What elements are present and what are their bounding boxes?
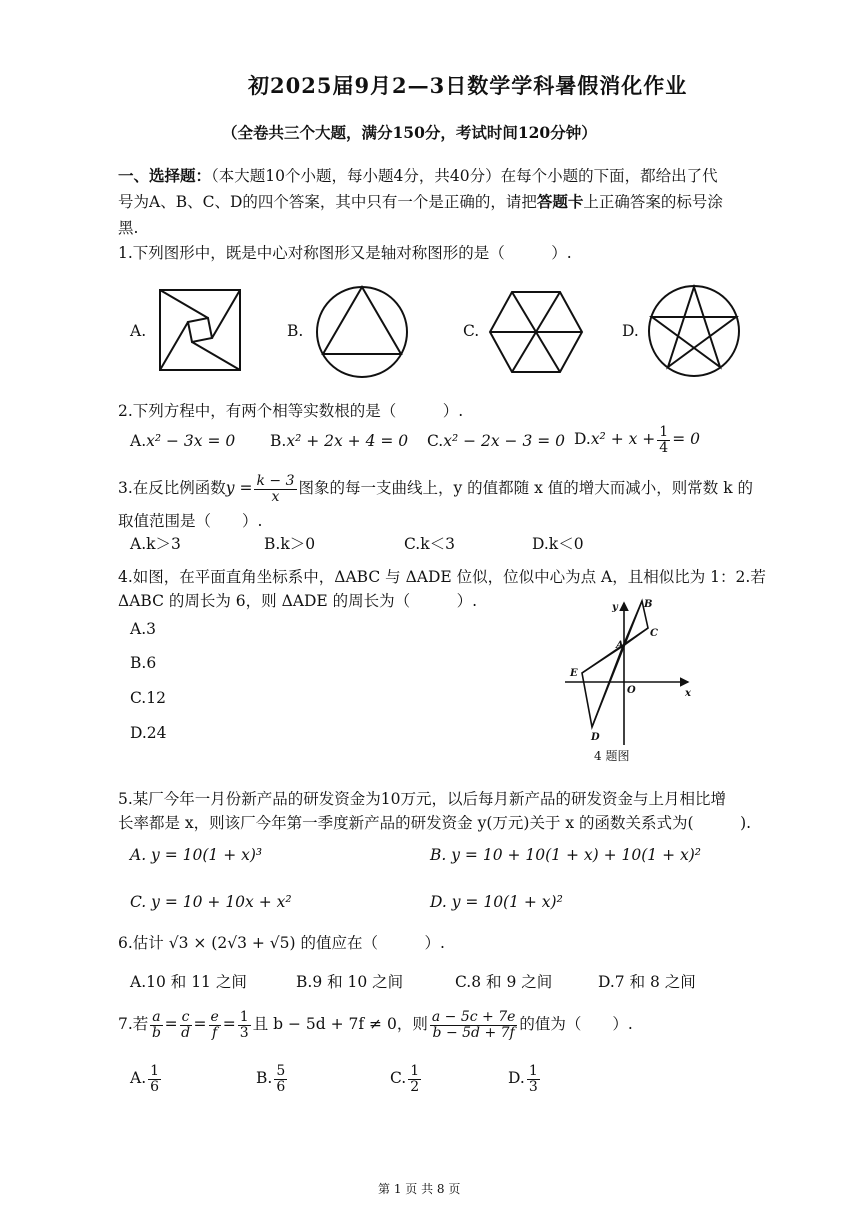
q1-option-d-label: D. bbox=[622, 322, 639, 340]
answer-card-term: 答题卡 bbox=[536, 192, 584, 211]
q3-option-d: D.k＜0 bbox=[532, 535, 584, 553]
q7-option-b bbox=[256, 1064, 289, 1094]
question-6-stem: 6.估计 √3 × (2√3 + √5) 的值应在（ ）. bbox=[118, 934, 445, 952]
fraction-expression bbox=[430, 1010, 518, 1040]
fraction bbox=[527, 1064, 540, 1094]
label-a: A bbox=[616, 640, 624, 651]
q2-option-a bbox=[130, 432, 235, 450]
q4-figure-caption: 4 题图 bbox=[594, 749, 630, 763]
fraction bbox=[254, 474, 296, 504]
question-4-line-2: ΔABC 的周长为 6，则 ΔADE 的周长为（ ）. bbox=[118, 592, 478, 610]
option-label: B. bbox=[270, 432, 287, 450]
fraction-numerator: 5 bbox=[276, 1063, 286, 1079]
q4-option-a: A.3 bbox=[130, 620, 156, 638]
fraction-c-d bbox=[180, 1010, 192, 1040]
q3-option-c: C.k＜3 bbox=[404, 535, 455, 553]
label-x: x bbox=[685, 688, 691, 699]
option-label: D. bbox=[574, 430, 591, 449]
q5-option-b: B. y = 10 + 10(1 + x) + 10(1 + x)² bbox=[430, 846, 701, 864]
section-intro-text: 上正确答案的标号涂 bbox=[583, 193, 723, 211]
fraction-numerator: 1 bbox=[659, 424, 669, 440]
fraction bbox=[657, 425, 670, 455]
q6-option-a: A.10 和 11 之间 bbox=[130, 973, 247, 991]
q5-option-d: D. y = 10(1 + x)² bbox=[430, 893, 563, 911]
fraction-numerator: a − 5c + 7e bbox=[431, 1009, 516, 1025]
fraction-a-b bbox=[150, 1010, 162, 1040]
label-b: B bbox=[644, 599, 653, 610]
q7-option-a bbox=[130, 1064, 163, 1094]
question-4-line-1: 4.如图，在平面直角坐标系中，ΔABC 与 ΔADE 位似，位似中心为点 A，且相似比为 1：2.若 bbox=[118, 568, 766, 586]
option-label: D. bbox=[508, 1069, 525, 1088]
page-title: 初2025届9月2—3日数学学科暑假消化作业 bbox=[248, 73, 688, 98]
section-intro-text: 号为A、B、C、D的四个答案，其中只有一个是正确的，请把 bbox=[118, 193, 537, 211]
option-equation: x² − 3x = 0 bbox=[146, 432, 236, 450]
option-equation: x² + 2x + 4 = 0 bbox=[286, 432, 409, 450]
fraction-numerator: 1 bbox=[239, 1009, 249, 1025]
q5-option-c: C. y = 10 + 10x + x² bbox=[130, 893, 292, 911]
fraction-numerator: c bbox=[181, 1009, 190, 1025]
fraction-denominator: x bbox=[271, 488, 280, 505]
q1-figure-a-square-pinwheel bbox=[158, 288, 242, 372]
q4-coordinate-figure bbox=[560, 595, 700, 755]
function-lhs: y = bbox=[225, 479, 253, 498]
q4-option-b: B.6 bbox=[130, 654, 157, 672]
fraction-denominator: b bbox=[151, 1024, 161, 1041]
q5-option-a: A. y = 10(1 + x)³ bbox=[130, 846, 263, 864]
question-1-stem: 1.下列图形中，既是中心对称图形又是轴对称图形的是（ ）. bbox=[118, 244, 572, 262]
fraction-denominator: d bbox=[181, 1024, 191, 1041]
question-5-line-1: 5.某厂今年一月份新产品的研发资金为10万元，以后每月新产品的研发资金与上月相比增 bbox=[118, 790, 727, 808]
question-7-stem: 7.若 $\frac{a}{b}$ = $\frac{c}{d}$ = $\frac{e}{f}$ = $\frac{1}{3}$ 且 b − 5d + 7f ≠ 0，则 $\frac{a - 5c + 7e}{b - 5d + 7f}$ 的值为（ ）. bbox=[118, 1009, 633, 1041]
q7-option-c bbox=[390, 1064, 423, 1094]
fraction-denominator: 6 bbox=[150, 1078, 160, 1095]
question-3-line-2: 取值范围是（ ）. bbox=[118, 512, 263, 530]
q1-option-c-label: C. bbox=[463, 322, 480, 340]
fraction-numerator: 1 bbox=[410, 1063, 420, 1079]
label-c: C bbox=[650, 628, 658, 639]
q6-option-b: B.9 和 10 之间 bbox=[296, 973, 404, 991]
fraction-denominator: 4 bbox=[659, 439, 669, 456]
q2-option-d bbox=[574, 425, 700, 455]
option-equation: x² − 2x − 3 = 0 bbox=[443, 432, 566, 450]
q7-option-d bbox=[508, 1064, 542, 1094]
question-3-stem bbox=[118, 474, 753, 504]
q1-figure-c-hexagon bbox=[488, 290, 584, 374]
stem-text: 且 b − 5d + 7f ≠ 0，则 bbox=[252, 1015, 428, 1034]
label-y: y bbox=[612, 602, 618, 613]
q4-option-d: D.24 bbox=[130, 724, 167, 742]
fraction-denominator: 6 bbox=[276, 1078, 286, 1095]
stem-text: 3.在反比例函数 bbox=[118, 479, 226, 498]
q2-option-b bbox=[270, 432, 408, 450]
option-label: B. bbox=[256, 1069, 273, 1088]
q1-figure-b-triangle-in-circle bbox=[314, 284, 410, 380]
q1-figure-d-star-in-circle bbox=[646, 283, 742, 379]
q3-option-a: A.k＞3 bbox=[130, 535, 181, 553]
fraction-numerator: a bbox=[152, 1009, 161, 1025]
stem-text: 图象的每一支曲线上，y 的值都随 x 值的增大而减小，则常数 k 的 bbox=[298, 479, 754, 498]
fraction-e-f bbox=[209, 1010, 221, 1040]
fraction bbox=[148, 1064, 161, 1094]
stem-text: 的值为（ ）. bbox=[519, 1015, 633, 1034]
q4-option-c: C.12 bbox=[130, 689, 166, 707]
fraction-numerator: 1 bbox=[528, 1063, 538, 1079]
fraction bbox=[274, 1064, 287, 1094]
option-label: A. bbox=[130, 1069, 147, 1088]
page-subtitle: （全卷共三个大题，满分150分，考试时间120分钟） bbox=[222, 123, 597, 142]
option-label: C. bbox=[390, 1069, 407, 1088]
fraction-denominator: b − 5d + 7f bbox=[432, 1024, 515, 1041]
page-footer: 第 1 页 共 8 页 bbox=[378, 1182, 461, 1196]
fraction-denominator: 3 bbox=[528, 1078, 538, 1095]
option-label: A. bbox=[130, 432, 147, 450]
fraction-one-third bbox=[238, 1010, 251, 1040]
option-equation: x² + x + bbox=[590, 430, 656, 449]
fraction-denominator: f bbox=[212, 1024, 218, 1041]
stem-text: 7.若 bbox=[118, 1015, 149, 1034]
q6-option-c: C.8 和 9 之间 bbox=[455, 973, 553, 991]
question-5-line-2: 长率都是 x，则该厂今年第一季度新产品的研发资金 y(万元)关于 x 的函数关系式为( ). bbox=[118, 814, 752, 832]
question-2-stem: 2.下列方程中，有两个相等实数根的是（ ）. bbox=[118, 402, 464, 420]
q3-option-b: B.k＞0 bbox=[264, 535, 316, 553]
section-heading: 一、选择题： bbox=[118, 166, 212, 185]
q6-option-d: D.7 和 8 之间 bbox=[598, 973, 696, 991]
fraction-numerator: k − 3 bbox=[256, 473, 295, 489]
section-intro-line-3: 黑. bbox=[118, 219, 139, 237]
fraction-numerator: e bbox=[210, 1009, 219, 1025]
option-label: C. bbox=[427, 432, 444, 450]
label-e: E bbox=[570, 668, 578, 679]
label-d: D bbox=[591, 732, 600, 743]
q2-option-c bbox=[427, 432, 565, 450]
fraction-numerator: 1 bbox=[150, 1063, 160, 1079]
fraction-denominator: 2 bbox=[410, 1078, 420, 1095]
fraction bbox=[408, 1064, 421, 1094]
section-intro-line-1 bbox=[118, 163, 718, 189]
section-intro-line-2 bbox=[118, 189, 723, 215]
section-intro-text: （本大题10个小题，每小题4分，共40分）在每个小题的下面，都给出了代 bbox=[211, 167, 718, 185]
label-o: O bbox=[627, 685, 636, 696]
q1-option-b-label: B. bbox=[287, 322, 304, 340]
fraction-denominator: 3 bbox=[239, 1024, 249, 1041]
q1-option-a-label: A. bbox=[130, 322, 147, 340]
option-equation: = 0 bbox=[672, 430, 700, 449]
